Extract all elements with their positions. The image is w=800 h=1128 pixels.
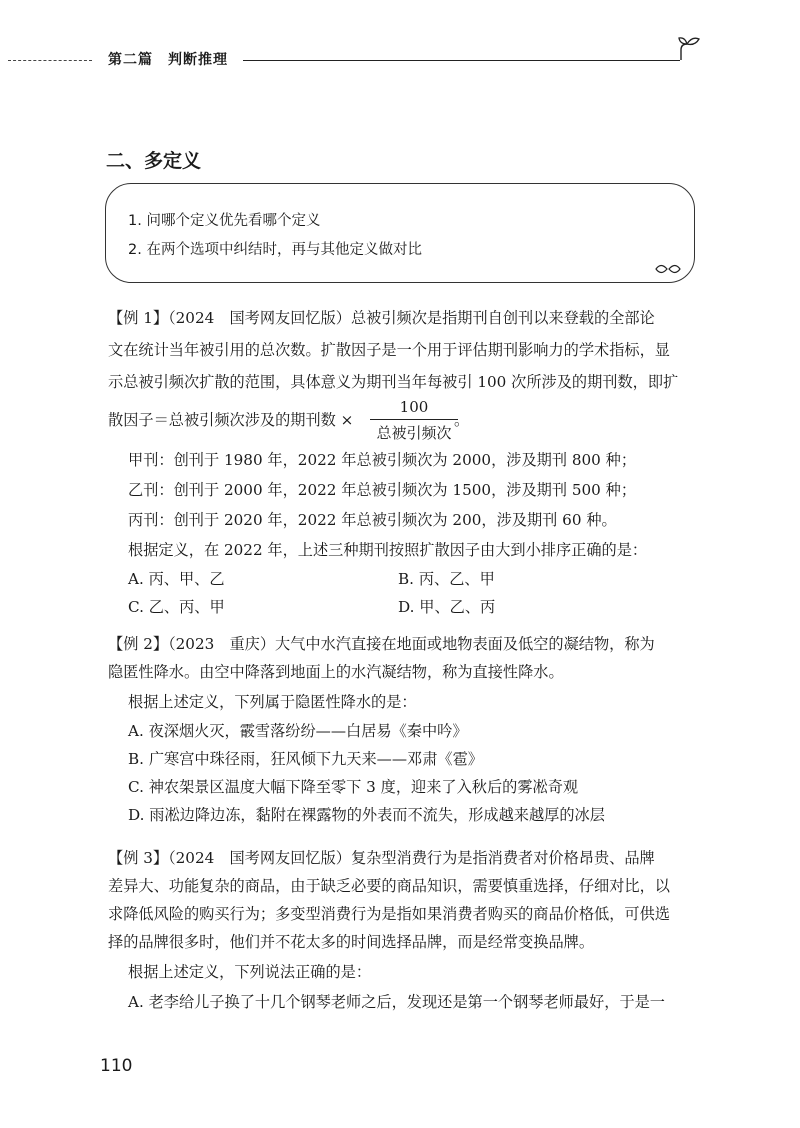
example3-line-2: 差异大、功能复杂的商品，由于缺乏必要的商品知识，需要慎重选择，仔细对比，以 [108,877,670,895]
example2-question: 根据上述定义，下列属于隐匿性降水的是： [128,693,417,711]
leaf-icon [654,262,682,276]
example1-question: 根据定义，在 2022 年，上述三种期刊按照扩散因子由大到小排序正确的是： [128,541,648,559]
example1-line-1: 【例 1】（2024 国考网友回忆版）总被引频次是指期刊自创刊以来登载的全部论 [108,309,655,327]
example1-line-2: 文在统计当年被引用的总次数。扩散因子是一个用于评估期刊影响力的学术指标，显 [108,341,670,359]
example2-option-b: B. 广寒宫中珠径雨，狂风倾下九天来——邓肃《雹》 [128,750,483,768]
journal-yi: 乙刊：创刊于 2000 年，2022 年总被引频次为 1500，涉及期刊 500 种； [128,481,637,499]
example2-line-1: 【例 2】（2023 重庆）大气中水汽直接在地面或地物表面及低空的凝结物，称为 [108,635,655,653]
formula-fraction [370,398,458,442]
example1-option-b: B. 丙、乙、甲 [398,570,495,588]
tip-line-2: 2. 在两个选项中纠结时，再与其他定义做对比 [128,242,422,258]
example2-option-c: C. 神农架景区温度大幅下降至零下 3 度，迎来了入秋后的雾凇奇观 [128,778,579,796]
example2-line-2: 隐匿性降水。由空中降落到地面上的水汽凝结物，称为直接性降水。 [108,663,564,681]
header-title: 第二篇 判断推理 [108,52,228,68]
example2-option-a: A. 夜深烟火灭，霰雪落纷纷——白居易《秦中吟》 [128,722,468,740]
formula-suffix: 。 [454,411,470,429]
example3-option-a: A. 老李给儿子换了十几个钢琴老师之后，发现还是第一个钢琴老师最好，于是一 [128,993,665,1011]
sprout-icon [675,32,707,64]
tips-box [105,183,695,283]
example3-question: 根据上述定义，下列说法正确的是： [128,963,371,981]
header-dotted-line [8,60,92,61]
tip-line-1: 1. 问哪个定义优先看哪个定义 [128,213,321,229]
fraction-bar [370,419,458,420]
section-title: 二、多定义 [106,150,202,172]
example3-line-3: 求降低风险的购买行为；多变型消费行为是指如果消费者购买的商品价格低，可供选 [108,905,670,923]
formula-prefix: 散因子＝总被引频次涉及的期刊数 × [108,411,354,429]
example2-option-d: D. 雨凇边降边冻，黏附在裸露物的外表而不流失，形成越来越厚的冰层 [128,806,605,824]
example1-option-c: C. 乙、丙、甲 [128,598,225,616]
page-header [0,0,800,80]
example3-line-1: 【例 3】（2024 国考网友回忆版）复杂型消费行为是指消费者对价格昂贵、品牌 [108,849,655,867]
example1-option-a: A. 丙、甲、乙 [128,570,225,588]
example1-line-3: 示总被引频次扩散的范围，具体意义为期刊当年每被引 100 次所涉及的期刊数，即扩 [108,373,679,391]
example3-line-4: 择的品牌很多时，他们并不花太多的时间选择品牌，而是经常变换品牌。 [108,933,594,951]
formula-numerator: 100 [399,398,429,416]
header-rule [243,60,680,61]
example1-option-d: D. 甲、乙、丙 [398,598,496,616]
page-number: 110 [100,1056,133,1076]
formula-denominator: 总被引频次 [376,424,452,442]
journal-bing: 丙刊：创刊于 2020 年，2022 年总被引频次为 200，涉及期刊 60 种。 [128,511,617,529]
journal-jia: 甲刊：创刊于 1980 年，2022 年总被引频次为 2000，涉及期刊 800 种； [128,451,637,469]
